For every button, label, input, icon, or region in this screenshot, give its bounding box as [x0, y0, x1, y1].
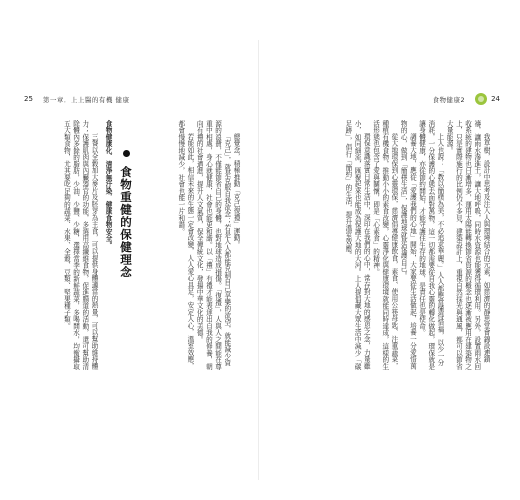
heading-bullet-icon [123, 150, 130, 157]
left-page-number: 25 [24, 95, 33, 103]
body-paragraph: 「克己」，就是克服自我欲念；若是人人都能克制自己享樂的欲望，就能減少資源的浪費，不僅能節省自己的身體，也對地球造成損傷。「復禮」，人與人之間能在尊重中相處，身心就健康，社會也能更和諧。以「禮」有禮才能表達出自我的修養，朝向有禮的社會邁進，提升人文氣質，保全傳統文化，發揚中華文化的美德。 [195, 120, 231, 370]
body-paragraph: 若能如此，相信未來的生態一定會改變，人人愛心具足，安定人心，溫室效應，都會慢慢地減少，社會也能一片和諧。 [176, 120, 194, 370]
left-page-header [20, 92, 170, 106]
section-heading-text: 食物重健的保健理念 [119, 166, 133, 279]
leaf-logo-icon [475, 93, 487, 105]
left-page-body-bottom [28, 120, 98, 370]
right-page-body [280, 120, 490, 370]
left-page-body-top [150, 120, 240, 370]
right-page-header [354, 92, 504, 106]
section-heading [118, 150, 134, 279]
body-paragraph: 調養大地，應從「愛護我們的心地」開始，大家要從生活做起，培養一分愛惜萬物的心，做到「簡樸生活」，保護地球就是保護自己。 [399, 120, 417, 370]
page-gutter [258, 40, 259, 480]
body-paragraph: 三餐以全穀加大麥片及胚芽為主食，可以提供身體適當的熱量，可以幫助維持體力；保護肌肉與內臟器官的功能，多選用高纖維食物，促進腸道的活動，還可幫助清除體內多餘的脂肪，少油、少鹽、少糖，選擇當季的新鮮蔬菜，多喝開水，均衡攝取五大類食物，尤其要吃足夠的蔬菜、水果、全穀、豆類、堅果種子類。 [62, 120, 98, 370]
body-paragraph: 環保意識落實日常生活中，深印在我們的心中，常存對大地的感恩之念，力量雖小，如同細流，匯聚起來也能成為保護大地的大河。上人提倡藏大眾生活中減少「碳足跡」，倡行「簡約」的生活，提升溫室效應。 [343, 120, 371, 370]
body-paragraph: 上人也說：「教以簡樸為美，不必追求華麗。」人人都應當懂得惜福，以少一分消耗，一分保護的心態去面對萬物，這一切都需要從自我心靈的轉化做起，環保就是讓身體健康，亦從節約開始，才能守護住生存的地球，是責任也是使命。 [417, 120, 444, 370]
body-paragraph: 從大地環保到心靈環保，慈濟倡導健康飲食，素食、使用公筷母匙、注重蔬菜，種植有機食物，推動小小的素食改變，心靈淨化與健康環境就能同時達成，這樣的生活形態也包含了愛與關懷，即是「心素食」的精神。 [371, 120, 398, 370]
right-page-number: 24 [491, 95, 500, 103]
section-tagline [100, 120, 112, 370]
tagline-text: 食物健康化．清淨無汙染．健康食物安全。 [104, 120, 112, 249]
body-paragraph: 總覺念，積極推動「克己復禮」運動。 [232, 133, 240, 248]
left-running-head: 第一章．上上醫的有機 健康 [42, 95, 130, 104]
right-running-head: 食物健康2 [432, 95, 466, 104]
body-paragraph: 我草樹，設計中思考及注入人與環境結合的元素，如慈濟的靜思堂會錦設連鎖禱，讓雨水滲進土，讓大地呼吸，同時水資源也能獲得循環利用。另外，設置雨水回收系統的建物也日漸增多，運用太陽能轉換節省資源的概念也逐漸被應用在建築物之上，只是實際施行的比例仍不多見，建築設計上，重視自然採光與通風，都可以節省大量能源。 [445, 120, 490, 370]
